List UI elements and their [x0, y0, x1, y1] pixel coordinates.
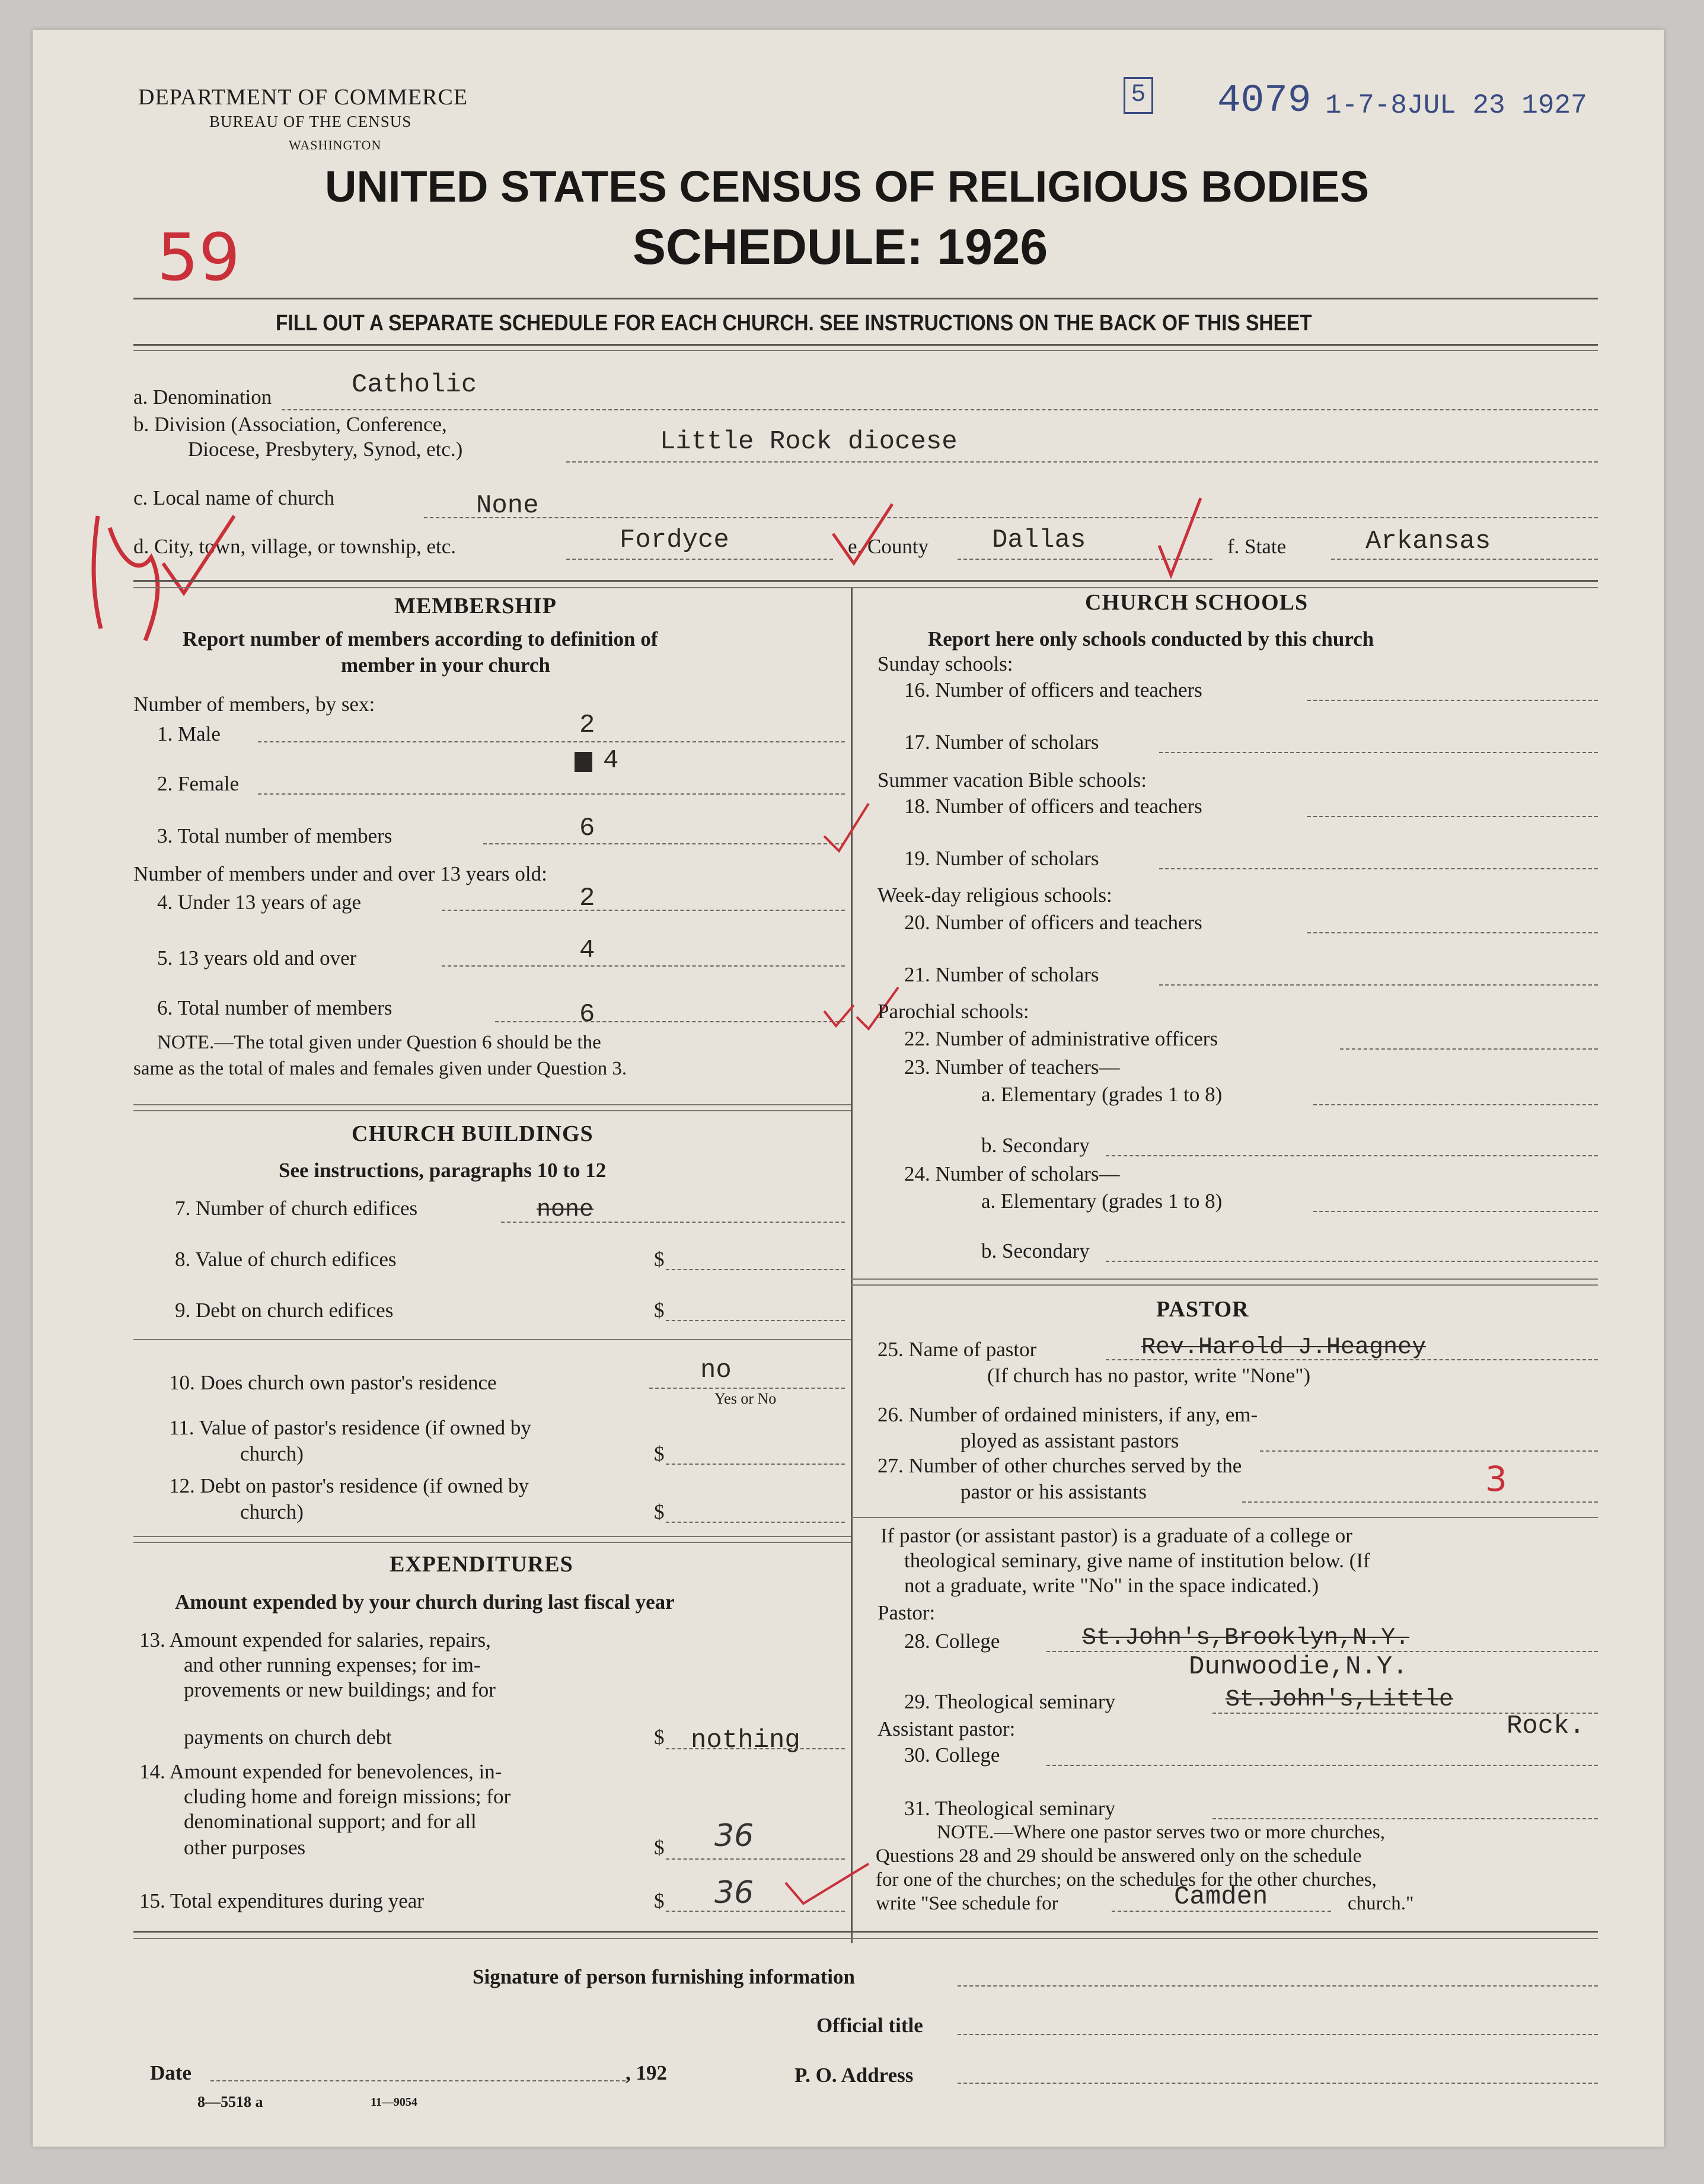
- pastor-note-4a: write "See schedule for: [876, 1893, 1058, 1914]
- check-mark-q3: [815, 795, 875, 860]
- q15-value: 36: [714, 1875, 754, 1911]
- membership-note-1: NOTE.—The total given under Question 6 should be the: [157, 1032, 601, 1053]
- q14-value: 36: [714, 1818, 754, 1854]
- signature-label: Signature of person furnishing information: [473, 1965, 855, 1988]
- bureau-label: BUREAU OF THE CENSUS: [209, 113, 412, 130]
- stamp-number: 4079: [1217, 78, 1311, 123]
- q17-label: 17. Number of scholars: [904, 731, 1099, 754]
- check-mark-city: [821, 498, 904, 581]
- q13-label-1: 13. Amount expended for salaries, repairs,: [139, 1628, 491, 1651]
- q12-label-1: 12. Debt on pastor's residence (if owned by: [169, 1474, 529, 1497]
- typed-strikeout-mark: [575, 752, 592, 772]
- schools-sub: Report here only schools conducted by this church: [928, 627, 1374, 651]
- graduate-instruction-2: theological seminary, give name of institution below. (If: [904, 1549, 1370, 1572]
- q9-label: 9. Debt on church edifices: [175, 1299, 394, 1322]
- q30-label: 30. College: [904, 1743, 1000, 1767]
- handwritten-number: 59: [157, 219, 240, 295]
- q27-label-1: 27. Number of other churches served by the: [877, 1454, 1242, 1477]
- buildings-heading: CHURCH BUILDINGS: [352, 1121, 593, 1146]
- expenditures-heading: EXPENDITURES: [390, 1552, 573, 1577]
- q13-value: nothing: [691, 1726, 800, 1755]
- q7-value: none: [537, 1197, 594, 1223]
- q3-label: 3. Total number of members: [157, 824, 393, 847]
- pastor-sub-label: Pastor:: [877, 1601, 936, 1624]
- city-label: d. City, town, village, or township, etc.: [133, 535, 457, 558]
- pastor-note-2: Questions 28 and 29 should be answered only on the schedule: [876, 1845, 1362, 1867]
- q14-label-2: cluding home and foreign missions; for: [184, 1785, 511, 1808]
- form-number: 8—5518 a: [197, 2093, 263, 2110]
- q9-dollar: $: [654, 1299, 665, 1322]
- county-label: e. County: [848, 535, 929, 558]
- pastor-heading: PASTOR: [1156, 1297, 1249, 1322]
- q13-dollar: $: [654, 1726, 665, 1749]
- county-value: Dallas: [992, 525, 1086, 555]
- q13-label-2: and other running expenses; for im-: [184, 1653, 481, 1676]
- q14-label-4: other purposes: [184, 1836, 306, 1859]
- q6-label: 6. Total number of members: [157, 996, 393, 1019]
- q25-label: 25. Name of pastor: [877, 1338, 1037, 1361]
- weekday-schools-label: Week-day religious schools:: [877, 884, 1112, 907]
- official-title-label: Official title: [816, 2014, 923, 2037]
- graduate-instruction-3: not a graduate, write "No" in the space indicated.): [904, 1574, 1319, 1597]
- print-number: 11—9054: [371, 2096, 417, 2109]
- po-address-label: P. O. Address: [794, 2064, 914, 2087]
- q23b-label: b. Secondary: [981, 1134, 1090, 1157]
- q16-label: 16. Number of officers and teachers: [904, 678, 1202, 702]
- fill-out-instruction: FILL OUT A SEPARATE SCHEDULE FOR EACH CHURCH. SEE INSTRUCTIONS ON THE BACK OF THIS SHEET: [276, 311, 1312, 336]
- assistant-pastor-label: Assistant pastor:: [877, 1717, 1016, 1740]
- form-title: UNITED STATES CENSUS OF RELIGIOUS BODIES: [325, 162, 1370, 211]
- q29-label: 29. Theological seminary: [904, 1690, 1116, 1713]
- q24a-label: a. Elementary (grades 1 to 8): [981, 1190, 1223, 1213]
- q18-label: 18. Number of officers and teachers: [904, 795, 1202, 818]
- buildings-sub: See instructions, paragraphs 10 to 12: [279, 1159, 607, 1182]
- graduate-instruction-1: If pastor (or assistant pastor) is a graduate of a college or: [880, 1524, 1352, 1547]
- q10-label: 10. Does church own pastor's residence: [169, 1371, 497, 1394]
- pastor-note-1: NOTE.—Where one pastor serves two or more churches,: [937, 1822, 1385, 1843]
- q14-label-1: 14. Amount expended for benevolences, in-: [139, 1760, 502, 1783]
- q1-label: 1. Male: [157, 722, 221, 745]
- q28-label: 28. College: [904, 1630, 1000, 1653]
- members-by-sex-label: Number of members, by sex:: [133, 693, 375, 716]
- membership-sub1: Report number of members according to definition of: [183, 627, 658, 651]
- check-mark-county: [1141, 492, 1212, 587]
- members-by-age-label: Number of members under and over 13 years old:: [133, 862, 547, 885]
- q2-value: 4: [603, 746, 619, 776]
- yes-or-no-label: Yes or No: [714, 1390, 777, 1407]
- q25-note: (If church has no pastor, write "None"): [987, 1364, 1311, 1387]
- check-mark-q15: [774, 1859, 875, 1912]
- q7-label: 7. Number of church edifices: [175, 1197, 418, 1220]
- q23-label: 23. Number of teachers—: [904, 1056, 1120, 1079]
- q27-value: 3: [1485, 1459, 1507, 1499]
- q12-dollar: $: [654, 1500, 665, 1523]
- q24-label: 24. Number of scholars—: [904, 1162, 1120, 1185]
- local-name-label: c. Local name of church: [133, 486, 335, 509]
- q29-value: St.John's,Little: [1226, 1686, 1454, 1713]
- q15-dollar: $: [654, 1889, 665, 1912]
- q14-dollar: $: [654, 1836, 665, 1859]
- local-name-value: None: [476, 491, 539, 521]
- q26-label-1: 26. Number of ordained ministers, if any, em-: [877, 1403, 1258, 1426]
- stamp-box: 5: [1124, 77, 1153, 114]
- summer-schools-label: Summer vacation Bible schools:: [877, 769, 1147, 792]
- schedule-title: SCHEDULE: 1926: [633, 219, 1048, 275]
- membership-heading: MEMBERSHIP: [394, 594, 557, 618]
- q12-label-2: church): [240, 1500, 304, 1523]
- expenditures-sub: Amount expended by your church during last fiscal year: [175, 1590, 675, 1614]
- q10-value: no: [700, 1356, 732, 1385]
- q23a-label: a. Elementary (grades 1 to 8): [981, 1083, 1223, 1106]
- department-label: DEPARTMENT OF COMMERCE: [138, 85, 468, 110]
- state-value: Arkansas: [1365, 527, 1491, 556]
- q11-label-1: 11. Value of pastor's residence (if owned by: [169, 1416, 531, 1439]
- state-label: f. State: [1227, 535, 1287, 558]
- date-year: , 192: [626, 2061, 667, 2084]
- q28-value-2: Dunwoodie,N.Y.: [1189, 1652, 1408, 1682]
- washington-label: WASHINGTON: [289, 138, 382, 152]
- pastor-note-3: for one of the churches; on the schedules for the other churches,: [876, 1869, 1377, 1890]
- division-label-2: Diocese, Presbytery, Synod, etc.): [188, 438, 463, 461]
- q3-value: 6: [579, 814, 595, 843]
- q1-value: 2: [579, 710, 595, 740]
- q5-value: 4: [579, 936, 595, 965]
- q27-label-2: pastor or his assistants: [961, 1480, 1147, 1503]
- q31-label: 31. Theological seminary: [904, 1797, 1116, 1820]
- q22-label: 22. Number of administrative officers: [904, 1027, 1218, 1050]
- q11-dollar: $: [654, 1442, 665, 1465]
- q5-label: 5. 13 years old and over: [157, 946, 357, 970]
- q13-label-3: provements or new buildings; and for: [184, 1678, 496, 1701]
- date-label: Date: [150, 2061, 192, 2084]
- q13-label-4: payments on church debt: [184, 1726, 392, 1749]
- census-schedule-sheet: [33, 30, 1664, 2147]
- sunday-schools-label: Sunday schools:: [877, 652, 1013, 675]
- membership-sub2: member in your church: [341, 653, 550, 677]
- denomination-label: a. Denomination: [133, 385, 272, 409]
- q4-label: 4. Under 13 years of age: [157, 891, 362, 914]
- q19-label: 19. Number of scholars: [904, 847, 1099, 870]
- q21-label: 21. Number of scholars: [904, 963, 1099, 986]
- division-value: Little Rock diocese: [660, 427, 958, 457]
- q29-value-2: Rock.: [1507, 1711, 1585, 1741]
- membership-note-2: same as the total of males and females given under Question 3.: [133, 1058, 627, 1079]
- stamp-date: 1-7-8JUL 23 1927: [1325, 90, 1587, 121]
- q24b-label: b. Secondary: [981, 1239, 1090, 1262]
- q26-label-2: ployed as assistant pastors: [961, 1429, 1179, 1452]
- schools-heading: CHURCH SCHOOLS: [1085, 590, 1309, 615]
- q4-value: 2: [579, 884, 595, 913]
- division-label-1: b. Division (Association, Conference,: [133, 413, 447, 436]
- denomination-value: Catholic: [352, 370, 477, 400]
- q8-dollar: $: [654, 1248, 665, 1271]
- q2-label: 2. Female: [157, 772, 240, 795]
- q11-label-2: church): [240, 1442, 304, 1465]
- q6-value: 6: [579, 1000, 595, 1029]
- parochial-schools-label: Parochial schools:: [877, 1000, 1029, 1023]
- q25-value: Rev.Harold J.Heagney: [1141, 1334, 1427, 1361]
- pastor-note-4b: church.": [1348, 1893, 1414, 1914]
- q14-label-3: denominational support; and for all: [184, 1810, 477, 1833]
- q20-label: 20. Number of officers and teachers: [904, 911, 1202, 934]
- q28-value: St.John's,Brooklyn,N.Y.: [1082, 1625, 1410, 1651]
- q8-label: 8. Value of church edifices: [175, 1248, 397, 1271]
- pastor-note-value: Camden: [1174, 1882, 1268, 1912]
- city-value: Fordyce: [620, 525, 729, 555]
- q15-label: 15. Total expenditures during year: [139, 1889, 424, 1912]
